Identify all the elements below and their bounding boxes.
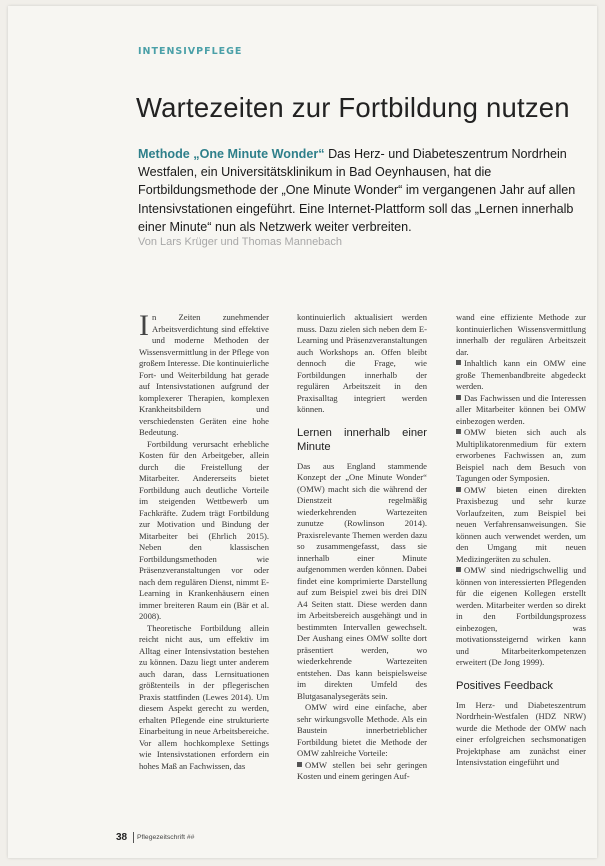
publication-name: Pflegezeitschrift ## [137, 834, 195, 841]
paragraph: Fortbildung verursacht erhebliche Kosten für den Arbeitgeber, allein durch die Freistellung der Mitarbeiter. Andererseits bietet Fortbildung auch deutliche Vorteile im steigenden Wettbewerb um Fachkräfte. Zudem trägt Fortbildung zur Motivation und Bindung der Mitarbeiter bei (Ehrlich 2015). Neben den klassischen Fortbildungsmethoden wie Präsenzveranstaltungen vor oder nach dem regulären Dienst, nimmt E-Learning in Krankenhäusern einen immer breiteren Raum ein (Bär et al. 2008). [139, 438, 269, 621]
magazine-page [8, 6, 597, 858]
drop-cap: I [139, 309, 149, 342]
paragraph: wand eine effiziente Methode zur kontinuierlichen Wissensvermittlung innerhalb der regulären Arbeitszeit dar. [456, 312, 586, 357]
bullet-item: OMW sind niedrigschwellig und können von interessierten Pflegenden für die eigenen Kollegen erstellt werden. Mitarbeiter werden so direkt in den Fortbildungsprozess einbezogen, was motivationssteigernd wirken kann und Mitarbeiterkompetenzen erweitert (De Jong 1999). [456, 565, 586, 667]
text-column-2 [297, 312, 427, 783]
bullet-square-icon [456, 429, 461, 434]
folio-divider [133, 832, 134, 843]
bullet-square-icon [297, 762, 302, 767]
paragraph: kontinuierlich aktualisiert werden muss. Dazu zielen sich neben dem E-Learning und Präsenzveranstaltungen auch Workshops an. Offen bleibt dennoch die Frage, wie Fortbildungen innerhalb der regulären Arbeitszeit in den Praxisalltag integriert werden können. [297, 312, 427, 414]
article-byline: Von Lars Krüger und Thomas Mannebach [138, 236, 343, 248]
article-lead [138, 145, 578, 236]
text-column-1 [139, 309, 269, 772]
subheading: Positives Feedback [456, 679, 554, 692]
bullet-item: Das Fachwissen und die Interessen aller Mitarbeiter können bei OMW einbezogen werden. [456, 392, 586, 426]
paragraph: Im Herz- und Diabeteszentrum Nordrhein-Westfalen (HDZ NRW) wurde die Methode der OMW nach einer erfolgreichen sechsmonatigen Projektphase am zunächst einer Intensivstation eingeführt und [456, 699, 586, 767]
bullet-square-icon [456, 487, 461, 492]
bullet-square-icon [456, 360, 461, 365]
lead-text: Das Herz- und Diabeteszentrum Nordrhein Westfalen, ein Universitätsklinikum in Bad Oeynhausen, hat die Fortbildungsmethode der „One Minute Wonder“ im vergangenen Jahr auf allen Intensivstationen eingeführt. Eine Internet-Plattform soll das „Lernen innerhalb einer Minute“ nun als Netzwerk weiter verbreiten. [138, 147, 576, 234]
subheading: Lernen innerhalb einer Minute [297, 426, 427, 453]
bullet-item: OMW stellen bei sehr geringen Kosten und einem geringen Auf- [297, 759, 427, 781]
bullet-square-icon [456, 395, 461, 400]
paragraph: Theoretische Fortbildung allein reicht nicht aus, um effektiv im Alltag einer Intensivstation bestehen zu können. Dazu liegt unter anderem auch daran, dass Lernsituationen größtenteils in der pflegerischen Praxis stattfinden (Lewes 2014). Um diesem Aspekt gerecht zu werden, erhalten Pflegende eine strukturierte Einarbeitung in neue Arbeitsbereiche. Vor allem hochkomplexe Settings wie Intensivstationen erfordern ein hohes Maß an Fachwissen, das [139, 622, 269, 771]
section-kicker: INTENSIVPFLEGE [138, 46, 243, 57]
bullet-item: OMW bieten sich auch als Multiplikatorenmedium für extern erworbenes Fachwissen an, zum Beispiel nach dem Besuch von Tagungen oder Symposien. [456, 427, 586, 483]
article-headline: Wartezeiten zur Fortbildung nutzen [136, 92, 570, 123]
bullet-item: Inhaltlich kann ein OMW eine große Themenbandbreite abgedeckt werden. [456, 358, 586, 391]
bullet-item: OMW bieten einen direkten Praxisbezug und sehr kurze Vorlaufzeiten, zum Beispiel bei neuen Verfahrensanweisungen. Sie können auch verwendet werden, um den Umgang mit neuen Medizingeräten zu schulen. [456, 484, 586, 564]
text-column-3 [456, 312, 586, 769]
paragraph: OMW wird eine einfache, aber sehr wirkungsvolle Methode. Als ein Baustein innerbetrieblicher Fortbildung bietet die Methode der OMW zahlreiche Vorteile: [297, 702, 427, 758]
bullet-square-icon [456, 567, 461, 572]
paragraph: In Zeiten zunehmender Arbeitsverdichtung sind effektive und moderne Methoden der Wissensvermittlung in der Pflege von großem Interesse. Die kontinuierliche Fort- und Weiterbildung hat gerade auf Intensivstationen aufgrund der komplexerer Therapien, komplexen Krankheitsbildern und verschiedensten Geräten eine hohe Bedeutung. [139, 309, 269, 437]
lead-method-label: Methode „One Minute Wonder“ [138, 147, 325, 161]
paragraph: Das aus England stammende Konzept der „One Minute Wonder“ (OMW) macht sich die während der Dienstzeit regelmäßig wiederkehrenden Wartezeiten zunutze (Rowlinson 2014). Praxisrelevante Themen werden dazu so zusammengefasst, dass sie innerhalb einer Minute aufgenommen werden können. Dabei findet eine komprimierte Darstellung auf zum Beispiel zwei bis drei DIN A4 Seiten statt. Diese werden dann im Arbeitsbereich ausgehängt und in bestimmten Intervallen gewechselt. Der Aushang eines OMW sollte dort präsentiert werden, wo wiederkehrende Wartezeiten entstehen. Das kann beispielsweise im direkten Umfeld des Blutgasanalysegeräts sein. [297, 460, 427, 701]
page-number: 38 [116, 832, 128, 843]
